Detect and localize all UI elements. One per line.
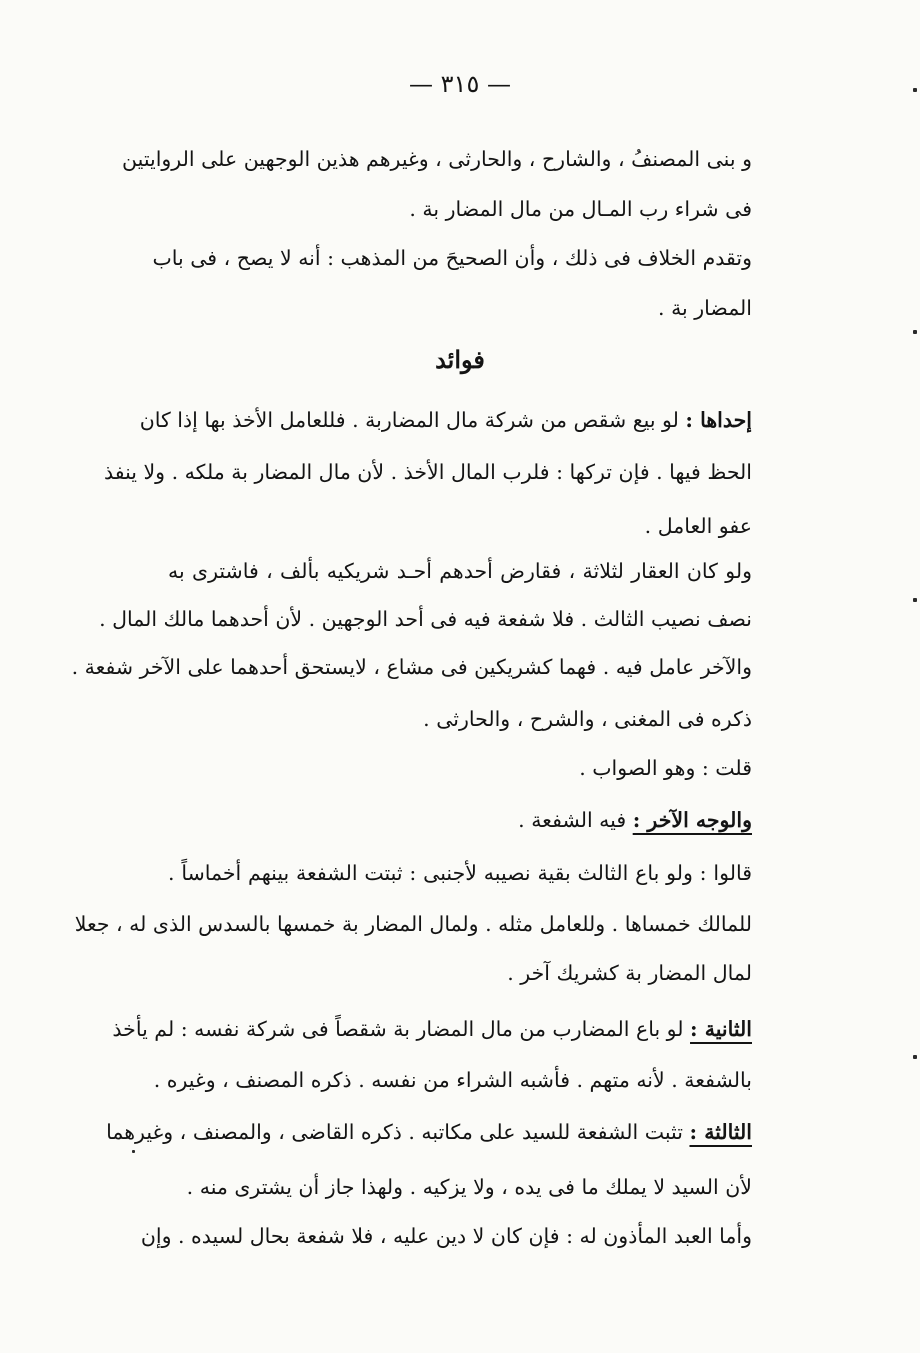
section-heading: فوائد <box>435 345 485 374</box>
paragraph-lead: إحداها : <box>685 408 752 432</box>
text-line: الحظ فيها . فإن تركها : فلرب المال الأخذ . لأن مال المضار بة ملكه . ولا ينفذ <box>103 460 752 484</box>
text-line: قلت : وهو الصواب . <box>579 756 752 780</box>
text-line: نصف نصيب الثالث . فلا شفعة فيه فى أحد الوجهين . لأن أحدهما مالك المال . <box>99 607 752 631</box>
text-line: و بنى المصنفُ ، والشارح ، والحارثى ، وغيرهم هذين الوجهين على الروايتين <box>122 147 752 171</box>
paragraph-lead: الثانية : <box>690 1017 752 1041</box>
text-line: قالوا : ولو باع الثالث بقية نصيبه لأجنبى : ثبتت الشفعة بينهم أخماساً . <box>168 861 752 885</box>
text-line: الثانية : لو باع المضارب من مال المضار بة شقصاً فى شركة نفسه : لم يأخذ <box>112 1017 752 1041</box>
text-line: وأما العبد المأذون له : فإن كان لا دين عليه ، فلا شفعة بحال لسيده . وإن <box>140 1224 752 1248</box>
text-line: للمالك خمساها . وللعامل مثله . ولمال المضار بة خمسها بالسدس الذى له ، جعلا <box>74 912 752 936</box>
page-number: — ٣١٥ — <box>409 70 511 98</box>
scan-speck <box>913 598 917 602</box>
text-line: المضار بة . <box>658 296 752 320</box>
text-line: الثالثة : تثبت الشفعة للسيد على مكاتبه . ذكره القاضى ، والمصنف ، وغيرهما <box>106 1120 752 1144</box>
text-line: ذكره فى المغنى ، والشرح ، والحارثى . <box>423 707 752 731</box>
text-line: لمال المضار بة كشريك آخر . <box>507 961 752 985</box>
paragraph-lead: الثالثة : <box>689 1120 752 1144</box>
text-line: وتقدم الخلاف فى ذلك ، وأن الصحيحَ من المذهب : أنه لا يصح ، فى باب <box>152 246 752 270</box>
scan-speck <box>132 1150 135 1153</box>
text-line: والوجه الآخر : فيه الشفعة . <box>518 808 752 832</box>
text-line: بالشفعة . لأنه متهم . فأشبه الشراء من نفسه . ذكره المصنف ، وغيره . <box>153 1068 752 1092</box>
scan-speck <box>913 88 917 92</box>
text-line: ولو كان العقار لثلاثة ، فقارض أحدهم أحـد شريكيه بألف ، فاشترى به <box>168 559 752 583</box>
text-line: فى شراء رب المـال من مال المضار بة . <box>409 197 752 221</box>
text-line: إحداها : لو بيع شقص من شركة مال المضاربة . فللعامل الأخذ بها إذا كان <box>139 408 752 432</box>
scan-speck <box>913 330 917 334</box>
text-line: لأن السيد لا يملك ما فى يده ، ولا يزكيه . ولهذا جاز أن يشترى منه . <box>186 1175 752 1199</box>
paragraph-lead: والوجه الآخر : <box>632 808 752 832</box>
scan-speck <box>913 1055 917 1059</box>
text-line: عفو العامل . <box>644 514 752 538</box>
text-line: والآخر عامل فيه . فهما كشريكين فى مشاع ، لايستحق أحدهما على الآخر شفعة . <box>71 655 752 679</box>
